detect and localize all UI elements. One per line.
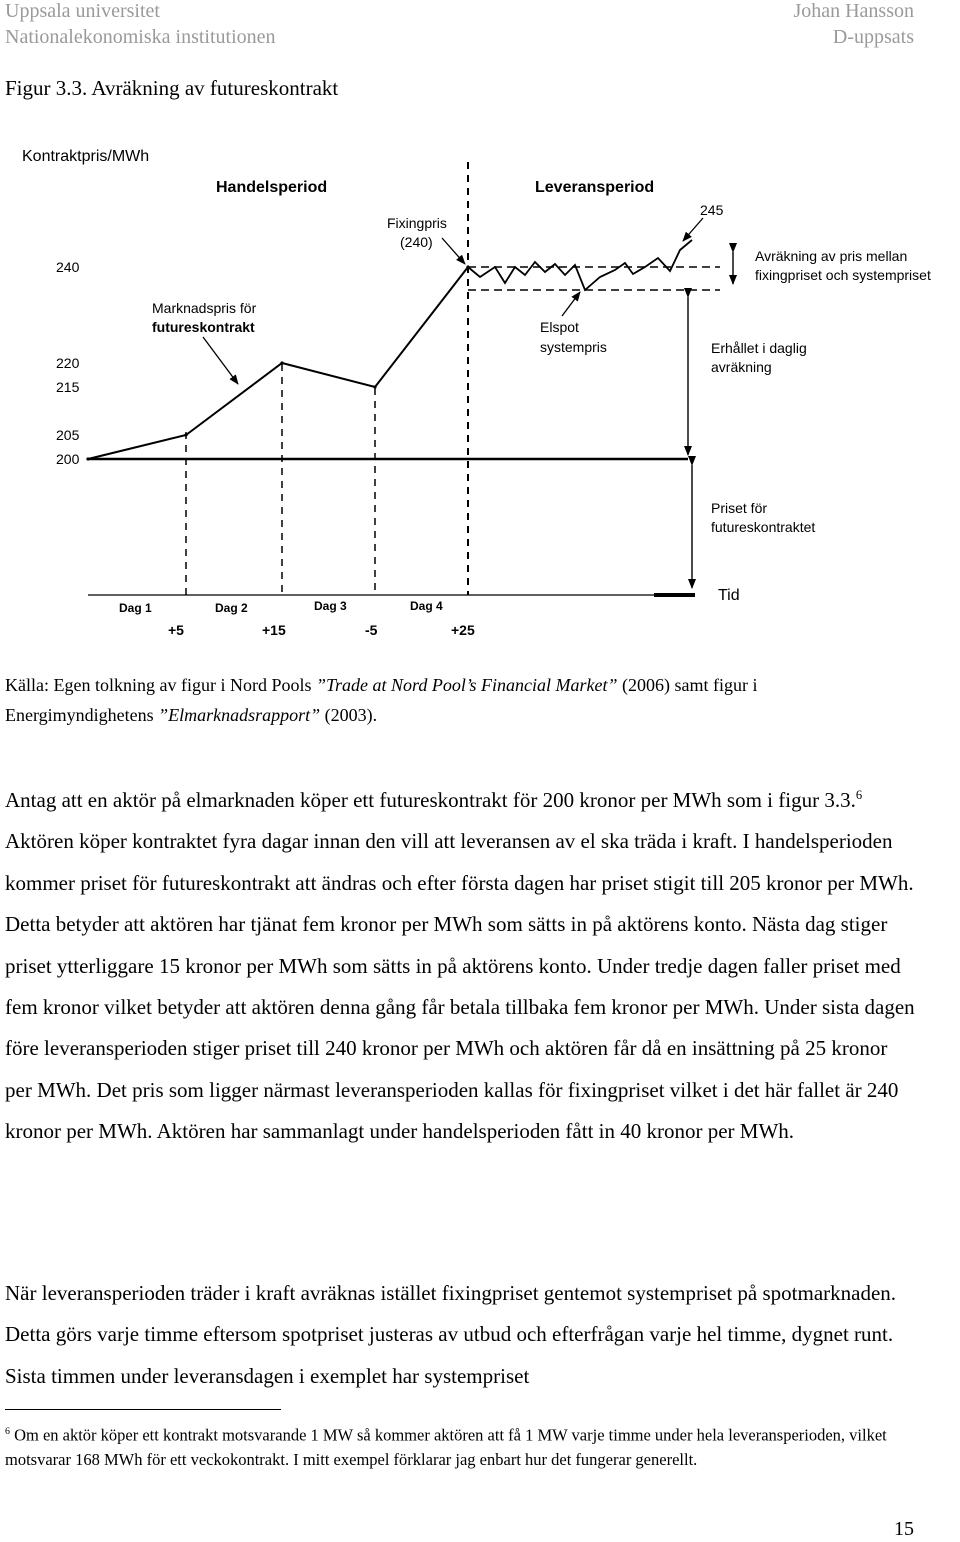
peak-arrow: [683, 218, 703, 241]
fixing-arrow: [442, 238, 465, 264]
day-label-2: Dag 2: [215, 601, 248, 615]
page-header-left: [5, 0, 276, 50]
y-tick-label: 200: [56, 451, 80, 467]
change-label-3: -5: [365, 622, 378, 638]
spot-label-2: systempris: [540, 339, 607, 355]
paragraph-1-part-2: Aktören köper kontraktet fyra dagar innan den vill att leveransen av el ska träda i kraft. I handelsperioden kommer priset för futureskontrakt att ändras och efter första dagen har priset stigit till 205 kronor per MWh. Detta betyder att aktören har tjänat fem kronor per MWh som sätts in på aktörens konto. Nästa dag stiger priset ytterliggare 15 kronor per MWh som sätts in på aktörens konto. Under tredje dagen faller priset med fem kronor vilket betyder att aktören denna gång får betala tillbaka fem kronor per MWh. Under sista dagen före leveransperioden stiger priset till 240 kronor per MWh och aktören får då en insättning på 25 kronor per MWh. Det pris som ligger närmast leveransperioden kallas för fixingpriset vilket i det här fallet är 240 kronor per MWh. Aktören har sammanlagt under handelsperioden fått in 40 kronor per MWh.: [5, 829, 915, 1144]
footnote: [5, 1420, 910, 1472]
change-label-1: +5: [168, 622, 184, 638]
trading-period-label: Handelsperiod: [216, 179, 328, 196]
source-middle: (2006) samt figur i Energimyndighetens: [5, 675, 758, 725]
paragraph-2: När leveransperioden träder i kraft avräknas istället fixingpriset gentemot systempriset på spotmarknaden. Detta görs varje timme eftersom spotpriset justeras av utbud och efterfrågan varje hel timme, dygnet runt. Sista timmen under leveransdagen i exemplet har systempriset: [5, 1281, 897, 1388]
delivery-period-label: Leveransperiod: [535, 179, 655, 196]
peak-label: 245: [700, 202, 724, 218]
paragraph-1: [5, 775, 915, 1153]
day-label-4: Dag 4: [410, 599, 443, 613]
figure-caption: Figur 3.3. Avräkning av futureskontrakt: [5, 76, 339, 100]
futures-price-label-2: futureskontraktet: [711, 519, 816, 535]
price-point: [184, 433, 187, 436]
thesis-type: D-uppsats: [832, 26, 914, 48]
daily-label-2: avräkning: [711, 359, 772, 375]
change-label-4: +25: [451, 622, 475, 638]
author-name: Johan Hansson: [793, 0, 914, 22]
paragraph-1-part-1: Antag att en aktör på elmarknaden köper ett futureskontrakt för 200 kronor per MWh som i figur 3.3.: [5, 788, 856, 812]
university-name: Uppsala universitet: [5, 0, 160, 22]
market-price-label-2: futureskontrakt: [152, 319, 255, 335]
daily-label-1: Erhållet i daglig: [711, 340, 807, 356]
y-tick-label: 215: [56, 379, 80, 395]
fixing-value: (240): [400, 234, 433, 250]
footnote-number: 6: [5, 1426, 10, 1437]
price-point: [373, 385, 376, 388]
y-tick-labels: [56, 259, 80, 467]
market-price-line: [88, 267, 468, 459]
spot-label-1: Elspot: [540, 319, 579, 335]
y-axis-label: Kontraktpris/MWh: [22, 148, 150, 165]
source-prefix: Källa: Egen tolkning av figur i Nord Pools: [5, 675, 316, 695]
y-tick-label: 220: [56, 355, 80, 371]
source-title-2: ”Elmarknadsrapport”: [158, 705, 321, 725]
price-point: [280, 361, 283, 364]
day-label-1: Dag 1: [119, 601, 152, 615]
spot-arrow: [562, 292, 580, 316]
market-price-arrow: [203, 337, 238, 384]
settlement-chart: [0, 120, 960, 650]
y-tick-label: 240: [56, 259, 80, 275]
source-suffix: (2003).: [320, 705, 378, 725]
source-title-1: ”Trade at Nord Pool’s Financial Market”: [315, 675, 618, 695]
day-label-3: Dag 3: [314, 599, 347, 613]
fixing-label: Fixingpris: [387, 215, 447, 231]
figure-source: [5, 670, 905, 730]
settlement-label-1: Avräkning av pris mellan: [755, 248, 908, 264]
footnote-ref: 6: [855, 788, 863, 802]
department-name: Nationalekonomiska institutionen: [5, 26, 276, 48]
footnote-divider: [5, 1409, 281, 1410]
price-point: [86, 457, 89, 460]
price-point: [466, 265, 469, 268]
settlement-label-2: fixingpriset och systempriset: [755, 267, 931, 283]
footnote-text: Om en aktör köper ett kontrakt motsvarande 1 MW så kommer aktören att få 1 MW varje timme under hela leveransperioden, vilket motsvarar 168 MWh för ett veckokontrakt. I mitt exempel förklarar jag enbart hur det fungerar generellt.: [5, 1425, 887, 1469]
spot-price-line: [468, 240, 692, 290]
futures-price-label-1: Priset för: [711, 500, 768, 516]
page-header-right: [793, 0, 914, 50]
time-label: Tid: [718, 587, 740, 604]
page-number: 15: [894, 1518, 914, 1540]
change-label-2: +15: [262, 622, 286, 638]
market-price-label-1: Marknadspris för: [152, 300, 257, 316]
y-tick-label: 205: [56, 427, 80, 443]
